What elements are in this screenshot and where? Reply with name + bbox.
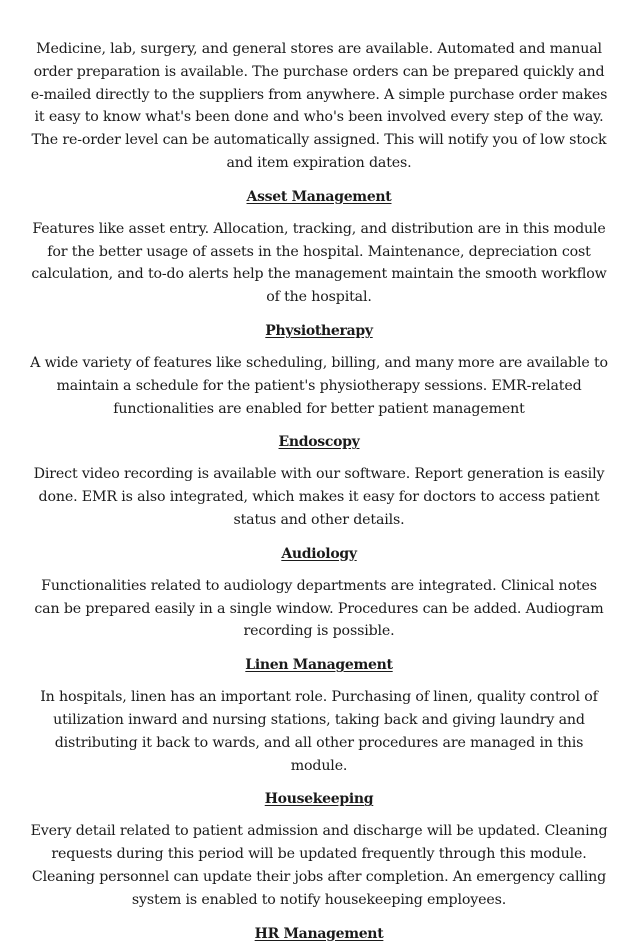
section-heading: Housekeeping	[264, 791, 374, 808]
section-heading: Linen Management	[245, 657, 393, 674]
section-housekeeping	[30, 789, 608, 809]
section-endoscopy	[30, 432, 608, 452]
section-paragraph: A wide variety of features like scheduling, billing, and many more are available to maintain a schedule for the patient's physiotherapy sessions. EMR-related functionalities are enabled for better patient management	[30, 354, 608, 417]
section-asset-management	[30, 187, 608, 207]
section-heading: Endoscopy	[278, 434, 360, 451]
section-paragraph: Features like asset entry. Allocation, tracking, and distribution are in this module for the better usage of assets in the hospital. Maintenance, depreciation cost calculation, and to-do alerts help the management maintain the smooth workflow of the hospital.	[31, 220, 607, 306]
section-paragraph: Functionalities related to audiology departments are integrated. Clinical notes can be prepared easily in a single window. Procedures can be added. Audiogram recording is possible.	[34, 577, 604, 640]
section-audiology	[30, 544, 608, 564]
section-hr-management	[30, 924, 608, 944]
section-heading: HR Management	[254, 925, 384, 942]
section-paragraph: In hospitals, linen has an important role. Purchasing of linen, quality control of utilization inward and nursing stations, taking back and giving laundry and distributing it back to wards, and all other procedures are managed in this module.	[40, 689, 598, 774]
section-heading: Physiotherapy	[265, 322, 373, 339]
section-physiotherapy	[30, 321, 608, 341]
section-linen-management	[30, 655, 608, 675]
section-paragraph: Direct video recording is available with our software. Report generation is easily done. EMR is also integrated, which makes it easy for doctors to access patient status and other details.	[33, 466, 605, 528]
section-heading: Audiology	[281, 545, 357, 562]
section-paragraph: Every detail related to patient admission and discharge will be updated. Cleaning requests during this period will be updated frequently through this module. Cleaning personnel can update their jobs after completion. An emergency calling system is enabled to notify housekeeping employees.	[30, 823, 608, 908]
section-heading: Asset Management	[246, 188, 392, 205]
intro-paragraph: Medicine, lab, surgery, and general stores are available. Automated and manual order preparation is available. The purchase orders can be prepared quickly and e-mailed directly to the suppliers from anywhere. A simple purchase order makes it easy to know what's been done and who's been involved every step of the way. The re-order level can be automatically assigned. This will notify you of low stock and item expiration dates.	[30, 41, 608, 171]
